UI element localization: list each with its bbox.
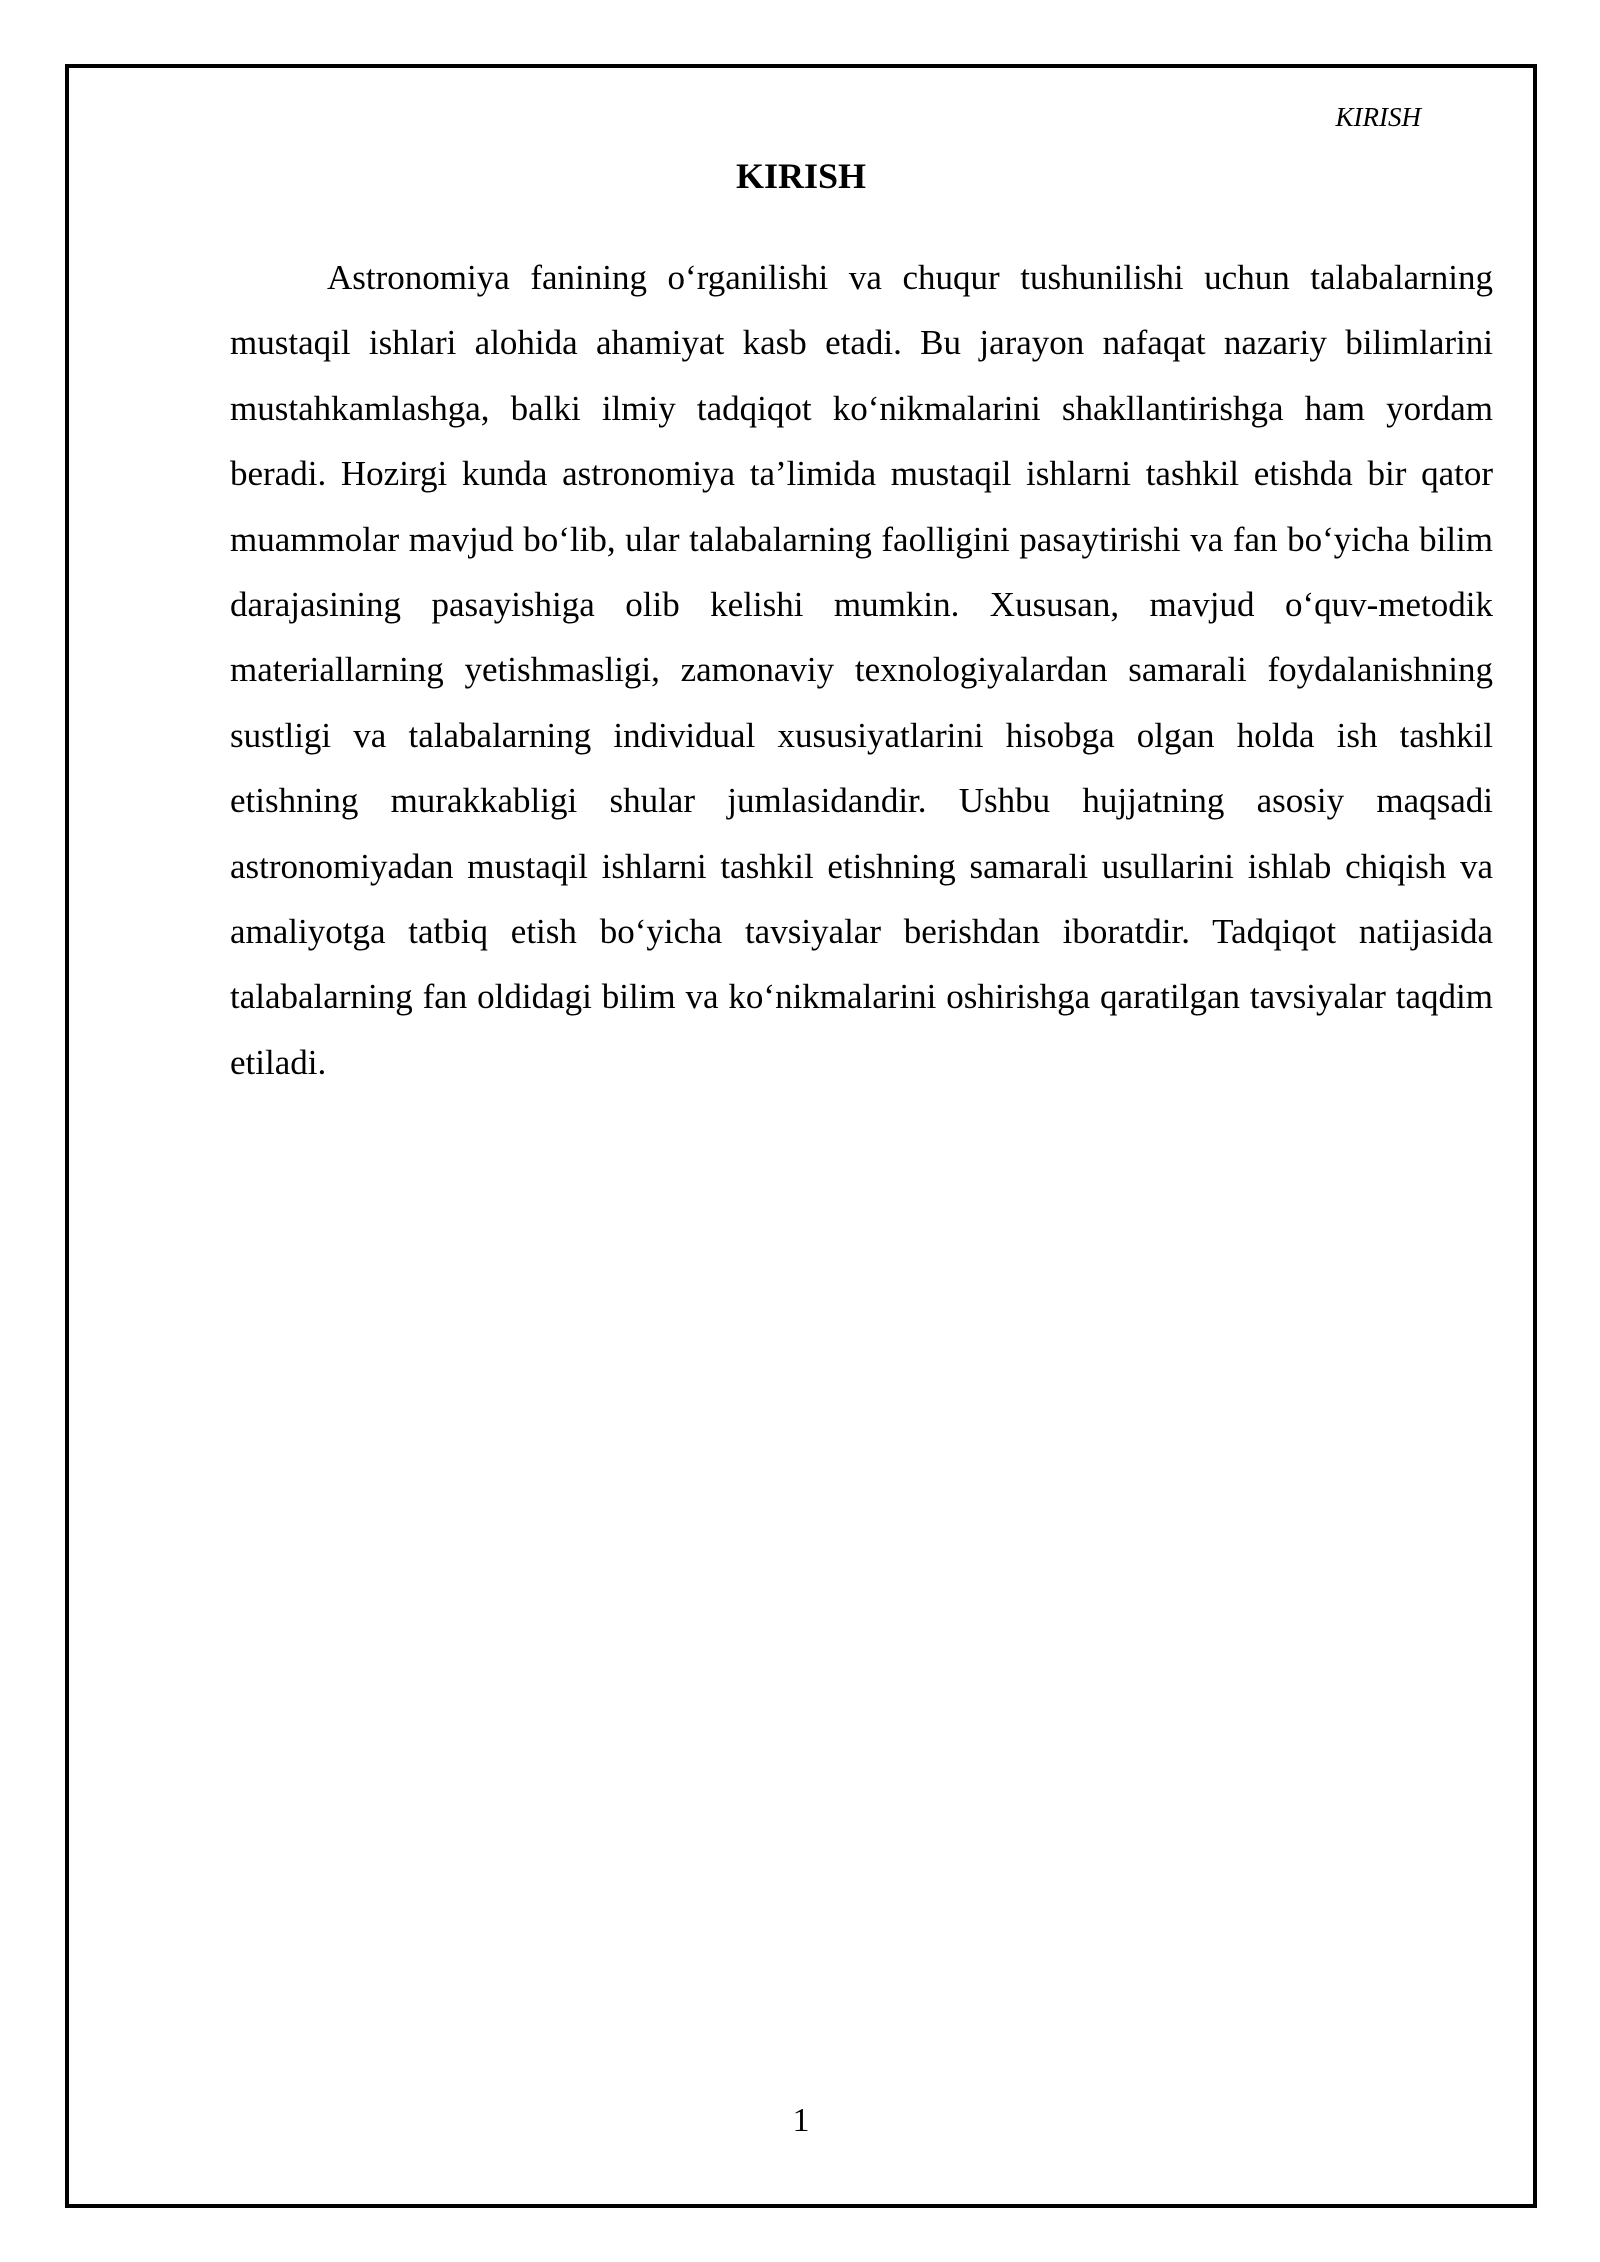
page-frame	[65, 64, 1537, 2208]
body-paragraph: Astronomiya fanining o‘rganilishi va chuqur tushunilishi uchun talabalarning mustaqil ishlari alohida ahamiyat kasb etadi. Bu jarayon nafaqat nazariy bilimlarini mustahkamlashga, balki ilmiy tadqiqot ko‘nikmalarini shakllantirishga ham yordam beradi. Hozirgi kunda astronomiya ta’limida mustaqil ishlarni tashkil etishda bir qator muammolar mavjud bo‘lib, ular talabalarning faolligini pasaytirishi va fan bo‘yicha bilim darajasining pasayishiga olib kelishi mumkin. Xususan, mavjud o‘quv-metodik materiallarning yetishmasligi, zamonaviy texnologiyalardan samarali foydalanishning sustligi va talabalarning individual xususiyatlarini hisobga olgan holda ish tashkil etishning murakkabligi shular jumlasidandir. Ushbu hujjatning asosiy maqsadi astronomiyadan mustaqil ishlarni tashkil etishning samarali usullarini ishlab chiqish va amaliyotga tatbiq etish bo‘yicha tavsiyalar berishdan iboratdir. Tadqiqot natijasida talabalarning fan oldidagi bilim va ko‘nikmalarini oshirishga qaratilgan tavsiyalar taqdim etiladi.	[230, 258, 1493, 1082]
section-title: KIRISH	[735, 156, 867, 196]
running-header: KIRISH	[1335, 102, 1421, 132]
page-number: 1	[792, 2102, 810, 2139]
